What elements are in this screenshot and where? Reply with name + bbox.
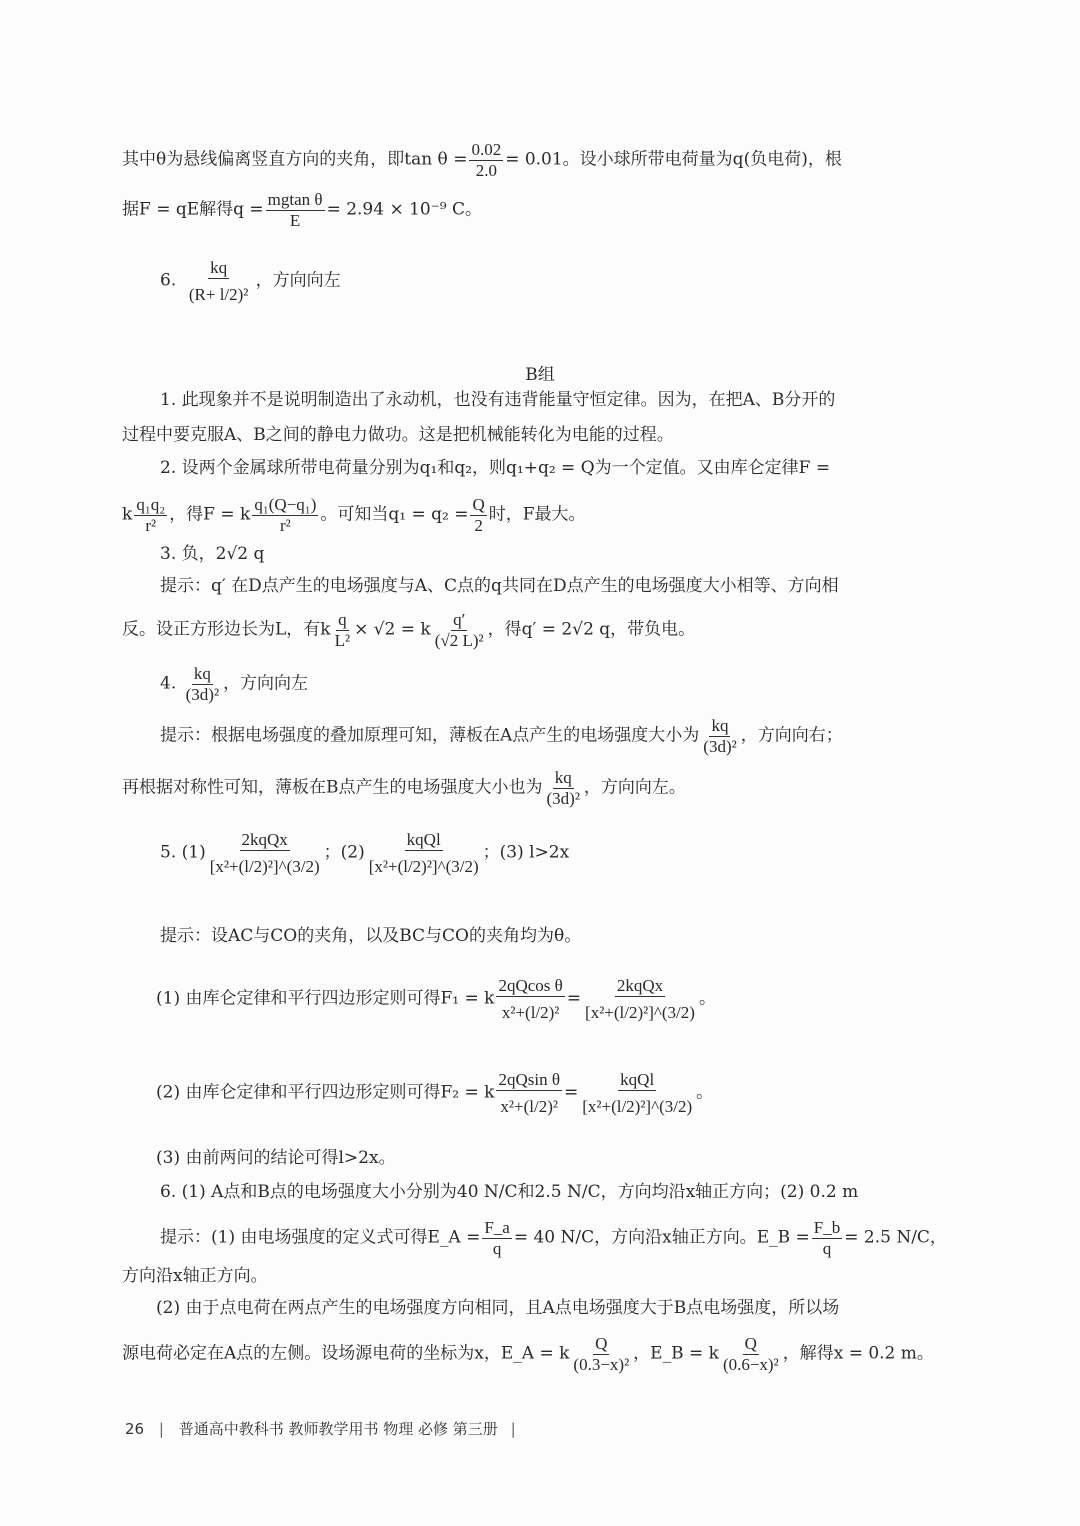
page-footer: 26 | 普通高中教科书 教师教学用书 物理 必修 第三册 | [125,1420,516,1438]
fraction: kqQl [x²+(l/2)²]^(3/2) [582,1070,693,1116]
fraction: $\frac{Q}{2}$ [472,495,485,535]
fraction: $\frac{\text{mgtan θ}}{E}$ [267,190,323,230]
text-line: (3) 由前两问的结论可得l>2x。 [156,1148,396,1168]
page-number: 26 [125,1420,145,1438]
fraction: 2kqQx [x²+(l/2)²]^(3/2) [585,976,695,1022]
text-line: (1) 由库仑定律和平行四边形定则可得F₁ = k $\frac{\text{2qQcos θ}}{\text{x²+(l/2)²}}$ = 2kqQx [x²+(l/2)²]^(3/2) 。 [156,976,716,1022]
answer-b4: 4. $\frac{kq}{\text{(3d)²}}$ ，方向向左 [160,664,309,704]
text-line: 过程中要克服A、B之间的静电力做功。这是把机械能转化为电能的过程。 [122,425,674,445]
fraction: $\frac{kq}{\text{(3d)²}}$ [185,664,220,704]
text-line: 提示：设AC与CO的夹角，以及BC与CO的夹角均为θ。 [160,926,582,946]
text-line: 1. 此现象并不是说明制造出了永动机，也没有违背能量守恒定律。因为，在把A、B分开的 [160,390,836,410]
fraction: $\frac{F\_b}{q}$ [813,1218,841,1258]
text-line: 据F = qE解得q = $\frac{\text{mgtan θ}}{E}$ = 2.94 × 10⁻⁹ C。 [122,190,482,230]
text-line: 其中θ为悬线偏离竖直方向的夹角，即tan θ = $\frac{0.02}{2.0}$ = 0.01。设小球所带电荷量为q(负电荷)，根 [122,140,842,180]
answer-b3: 3. 负，2√2 q [160,544,265,564]
fraction: $\frac{0.02}{2.0}$ [471,140,502,180]
text-line: 提示：q′ 在D点产生的电场强度与A、C点的q共同在D点产生的电场强度大小相等、方向相 [160,576,839,596]
text-line: 6. (1) A点和B点的电场强度大小分别为40 N/C和2.5 N/C，方向均沿x轴正方向；(2) 0.2 m [160,1182,859,1202]
book-title: 普通高中教科书 教师教学用书 物理 必修 第三册 [178,1420,498,1438]
fraction: $\frac{q'}{\text{(√2 L)²}}$ [434,610,484,650]
text-line: 2. 设两个金属球所带电荷量分别为q₁和q₂，则q₁+q₂ = Q为一个定值。又由库仑定律F = [160,458,831,478]
fraction: $\frac{kq}{\text{(R+ l/2)²}}$ [188,258,249,304]
fraction: $\frac{Q}{\text{(0.6−x)²}}$ [722,1334,779,1374]
fraction: $\frac{\text{q₁(Q−q₁)}}{\text{r²}}$ [254,495,317,535]
fraction: $\frac{\text{2qQcos θ}}{\text{x²+(l/2)²}}$ [498,976,563,1022]
text-line: (2) 由于点电荷在两点产生的电场强度方向相同，且A点电场强度大于B点电场强度，所以场 [156,1298,840,1318]
text-line: 提示：(1) 由电场强度的定义式可得E_A = $\frac{F\_a}{q}$ = 40 N/C，方向沿x轴正方向。E_B = $\frac{F\_b}{q}$ = 2.5 N/C， [160,1218,947,1258]
answer-6: 6. $\frac{kq}{\text{(R+ l/2)²}}$ ，方向向左 [160,258,341,304]
text-line: k $\frac{\text{q₁q₂}}{\text{r²}}$ ，得F = k $\frac{\text{q₁(Q−q₁)}}{\text{r²}}$ 。可知当q₁ = q₂ = $\frac{Q}{2}$ 时，F最大。 [122,495,586,535]
fraction: $\frac{\text{q₁q₂}}{\text{r²}}$ [136,495,166,535]
fraction: $\frac{Q}{\text{(0.3−x)²}}$ [573,1334,630,1374]
text-line: 源电荷必定在A点的左侧。设场源电荷的坐标为x，E_A = k $\frac{Q}{\text{(0.3−x)²}}$ ，E_B = k $\frac{Q}{\text{(0.6−x)²}}$ ，解得x = 0.2 m。 [122,1334,934,1374]
text-line: 提示：根据电场强度的叠加原理可知，薄板在A点产生的电场强度大小为 $\frac{kq}{\text{(3d)²}}$ ，方向向右； [160,716,843,756]
fraction: $\frac{F\_a}{q}$ [484,1218,510,1258]
fraction: $\frac{q}{\text{L²}}$ [334,610,351,650]
text-line: 方向沿x轴正方向。 [122,1266,268,1286]
text-line: 反。设正方形边长为L，有k $\frac{q}{\text{L²}}$ × √2 = k $\frac{q'}{\text{(√2 L)²}}$ ，得q′ = 2√2 q，带负电。 [122,610,696,650]
text-line: (2) 由库仑定律和平行四边形定则可得F₂ = k $\frac{\text{2qQsin θ}}{\text{x²+(l/2)²}}$ = kqQl [x²+(l/2)²]^(3/2) 。 [156,1070,714,1116]
section-heading: B组 [525,365,555,385]
fraction: $\frac{\text{2qQsin θ}}{\text{x²+(l/2)²}}$ [498,1070,560,1116]
fraction: 2kqQx [x²+(l/2)²]^(3/2) [209,830,320,876]
text-line: 再根据对称性可知，薄板在B点产生的电场强度大小也为 $\frac{kq}{\text{(3d)²}}$ ，方向向左。 [122,768,686,808]
fraction: $\frac{kq}{\text{(3d)²}}$ [546,768,580,808]
fraction: $\frac{kq}{\text{(3d)²}}$ [703,716,737,756]
fraction: kqQl [x²+(l/2)²]^(3/2) [368,830,479,876]
answer-b5: 5. (1) 2kqQx [x²+(l/2)²]^(3/2) ；(2) kqQl [x²+(l/2)²]^(3/2) ；(3) l>2x [160,830,570,876]
